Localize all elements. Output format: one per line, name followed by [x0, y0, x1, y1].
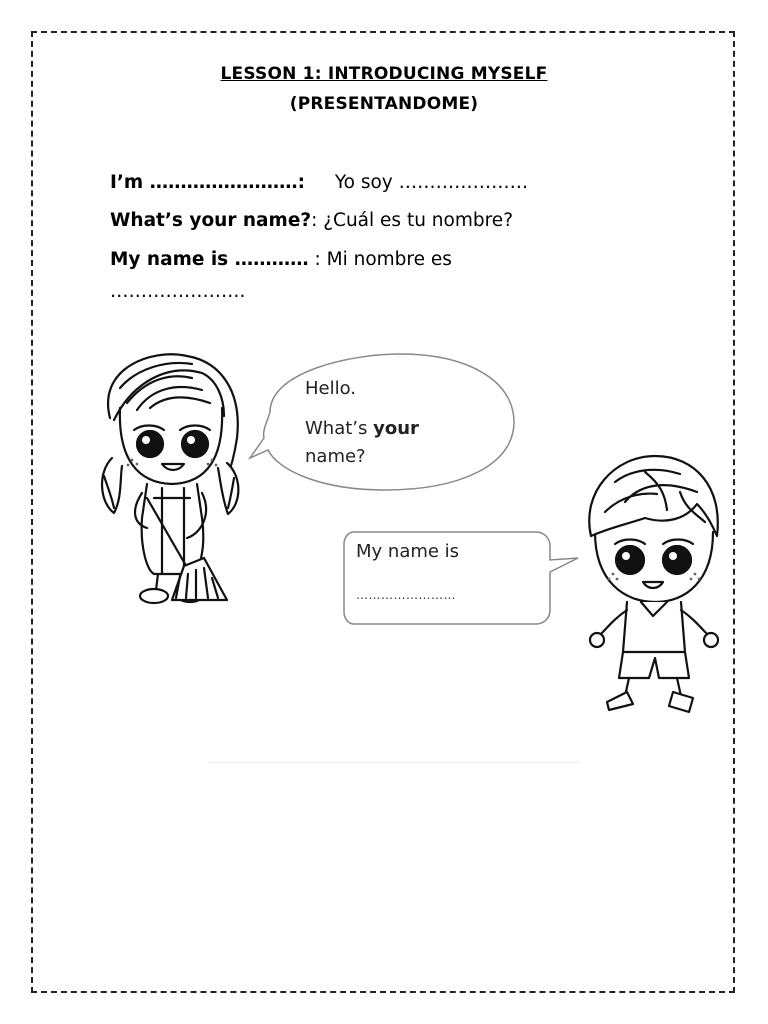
- lesson-subtitle: (PRESENTANDOME): [289, 94, 479, 114]
- vocab-es: Mi nombre es: [326, 249, 452, 270]
- vocab-continuation: ………………….: [110, 281, 246, 302]
- girl-bubble-line3: name?: [305, 446, 366, 467]
- vocab-en: I’m ……………………:: [110, 172, 306, 193]
- vocab-separator: :: [308, 249, 327, 270]
- girl-illustration: [92, 348, 252, 610]
- boy-illustration: [585, 452, 725, 722]
- girl-bubble-line2: [305, 418, 419, 440]
- vocab-es: ¿Cuál es tu nombre?: [317, 210, 514, 231]
- faint-divider: [208, 762, 580, 763]
- lesson-title: LESSON 1: INTRODUCING MYSELF: [220, 64, 548, 84]
- vocab-en: What’s your name?: [110, 210, 312, 231]
- bubble-word: What’s: [305, 418, 374, 439]
- bubble-word-emphasis: your: [373, 418, 419, 439]
- vocab-item-my-name-is: [110, 249, 452, 270]
- vocab-item-whats-your-name: [110, 210, 513, 231]
- vocab-separator: :: [311, 210, 318, 231]
- boy-bubble-line1: My name is: [356, 541, 460, 562]
- vocab-item-im: [110, 172, 528, 193]
- girl-bubble-line1: Hello.: [305, 378, 357, 399]
- boy-bubble-answer-line: ……………………: [356, 588, 456, 602]
- vocab-es: Yo soy …………………: [334, 172, 529, 193]
- vocab-en: My name is …………: [110, 249, 309, 270]
